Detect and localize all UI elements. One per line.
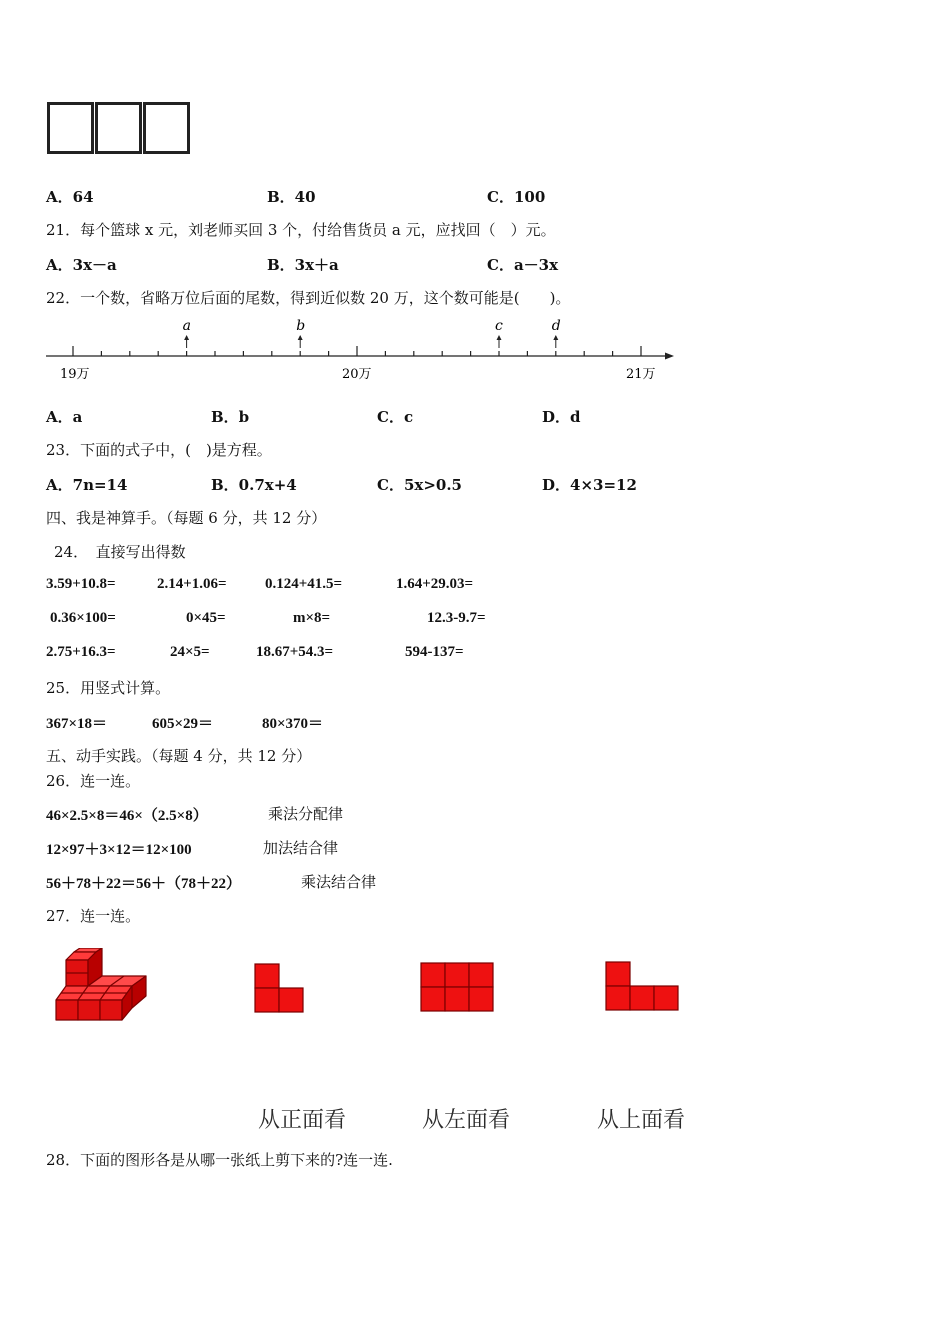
view-label-top[interactable]: 从上面看 [597, 1108, 686, 1133]
q23-option-c[interactable]: C．5x>0.5 [377, 476, 462, 494]
q25-item-2: 605×29＝ [152, 716, 214, 732]
number-line-point-c [495, 318, 503, 348]
label-21wan: 21万 [626, 367, 656, 382]
q20-option-c[interactable]: C．100 [487, 188, 546, 206]
number-line-arrow [665, 353, 674, 360]
q22-stem: 22．一个数，省略万位后面的尾数，得到近似数 20 万，这个数可能是( )。 [46, 289, 571, 307]
q24-r2-c1: 0.36×100= [50, 610, 116, 626]
q24-r2-c3: m×8= [293, 610, 331, 626]
q26-stem: 26．连一连。 [46, 772, 141, 790]
svg-text:d: d [551, 318, 561, 334]
q26-law-3[interactable]: 乘法结合律 [301, 873, 377, 891]
number-line-point-a [183, 318, 191, 348]
q22-option-d[interactable]: D．d [542, 408, 581, 426]
number-line-markers [183, 318, 561, 348]
q23-option-b[interactable]: B．0.7x+4 [211, 476, 297, 494]
q24-r1-c3: 0.124+41.5= [265, 576, 343, 592]
q23-option-a[interactable]: A．7n=14 [46, 476, 128, 494]
q24-r3-c3: 18.67+54.3= [256, 644, 334, 660]
q24-r1-c2: 2.14+1.06= [157, 576, 227, 592]
q25-stem: 25．用竖式计算。 [46, 679, 171, 697]
q22-option-a[interactable]: A．a [46, 408, 83, 426]
q24-r3-c4: 594-137= [405, 644, 464, 660]
number-line-point-d [552, 318, 561, 348]
q21-option-b[interactable]: B．3x＋a [267, 256, 339, 274]
q23-option-d[interactable]: D．4×3=12 [542, 476, 637, 494]
q26-expr-3[interactable]: 56＋78＋22＝56＋（78＋22） [46, 876, 242, 892]
svg-text:a: a [182, 318, 191, 334]
svg-text:b: b [296, 318, 306, 334]
section4-heading: 四、我是神算手。（每题 6 分，共 12 分） [46, 509, 327, 527]
q25-item-1: 367×18＝ [46, 716, 108, 732]
q27-stem: 27．连一连。 [46, 907, 141, 925]
label-19wan: 19万 [60, 367, 90, 382]
q24-r2-c4: 12.3-9.7= [427, 610, 486, 626]
three-squares-figure [47, 102, 194, 157]
q21-stem: 21．每个篮球 x 元，刘老师买回 3 个，付给售货员 a 元，应找回（ ）元。 [46, 221, 556, 239]
view-label-left[interactable]: 从左面看 [422, 1108, 511, 1133]
q28-stem: 28．下面的图形各是从哪一张纸上剪下来的?连一连. [46, 1151, 393, 1169]
q21-option-c[interactable]: C．a－3x [487, 256, 559, 274]
label-20wan: 20万 [342, 367, 372, 382]
q26-law-1[interactable]: 乘法分配律 [268, 805, 344, 823]
q22-option-c[interactable]: C．c [377, 408, 414, 426]
q20-option-a[interactable]: A．64 [46, 188, 94, 206]
q24-r1-c1: 3.59+10.8= [46, 576, 116, 592]
number-line-point-b [296, 318, 305, 348]
q25-item-3: 80×370＝ [262, 716, 324, 732]
view-figure-front[interactable] [254, 963, 306, 1015]
square-3 [143, 102, 190, 154]
q24-r1-c4: 1.64+29.03= [396, 576, 474, 592]
cube-stack-3d[interactable] [52, 948, 152, 1024]
section5-heading: 五、动手实践。（每题 4 分，共 12 分） [46, 747, 312, 765]
q26-expr-2[interactable]: 12×97＋3×12＝12×100 [46, 842, 192, 858]
svg-text:c: c [495, 318, 503, 334]
q24-stem: 24． 直接写出得数 [54, 543, 186, 561]
q20-option-b[interactable]: B．40 [267, 188, 316, 206]
q24-r3-c2: 24×5= [170, 644, 210, 660]
q26-law-2[interactable]: 加法结合律 [263, 839, 339, 857]
square-2 [95, 102, 142, 154]
view-label-front[interactable]: 从正面看 [258, 1108, 347, 1133]
q24-r2-c2: 0×45= [186, 610, 226, 626]
number-line [40, 314, 680, 386]
view-figure-l[interactable] [605, 961, 681, 1013]
q21-option-a[interactable]: A．3x－a [46, 256, 117, 274]
q23-stem: 23．下面的式子中，( )是方程。 [46, 441, 272, 459]
q26-expr-1[interactable]: 46×2.5×8＝46×（2.5×8） [46, 808, 208, 824]
view-figure-grid[interactable] [420, 962, 496, 1014]
q22-option-b[interactable]: B．b [211, 408, 250, 426]
square-1 [47, 102, 94, 154]
q24-r3-c1: 2.75+16.3= [46, 644, 116, 660]
